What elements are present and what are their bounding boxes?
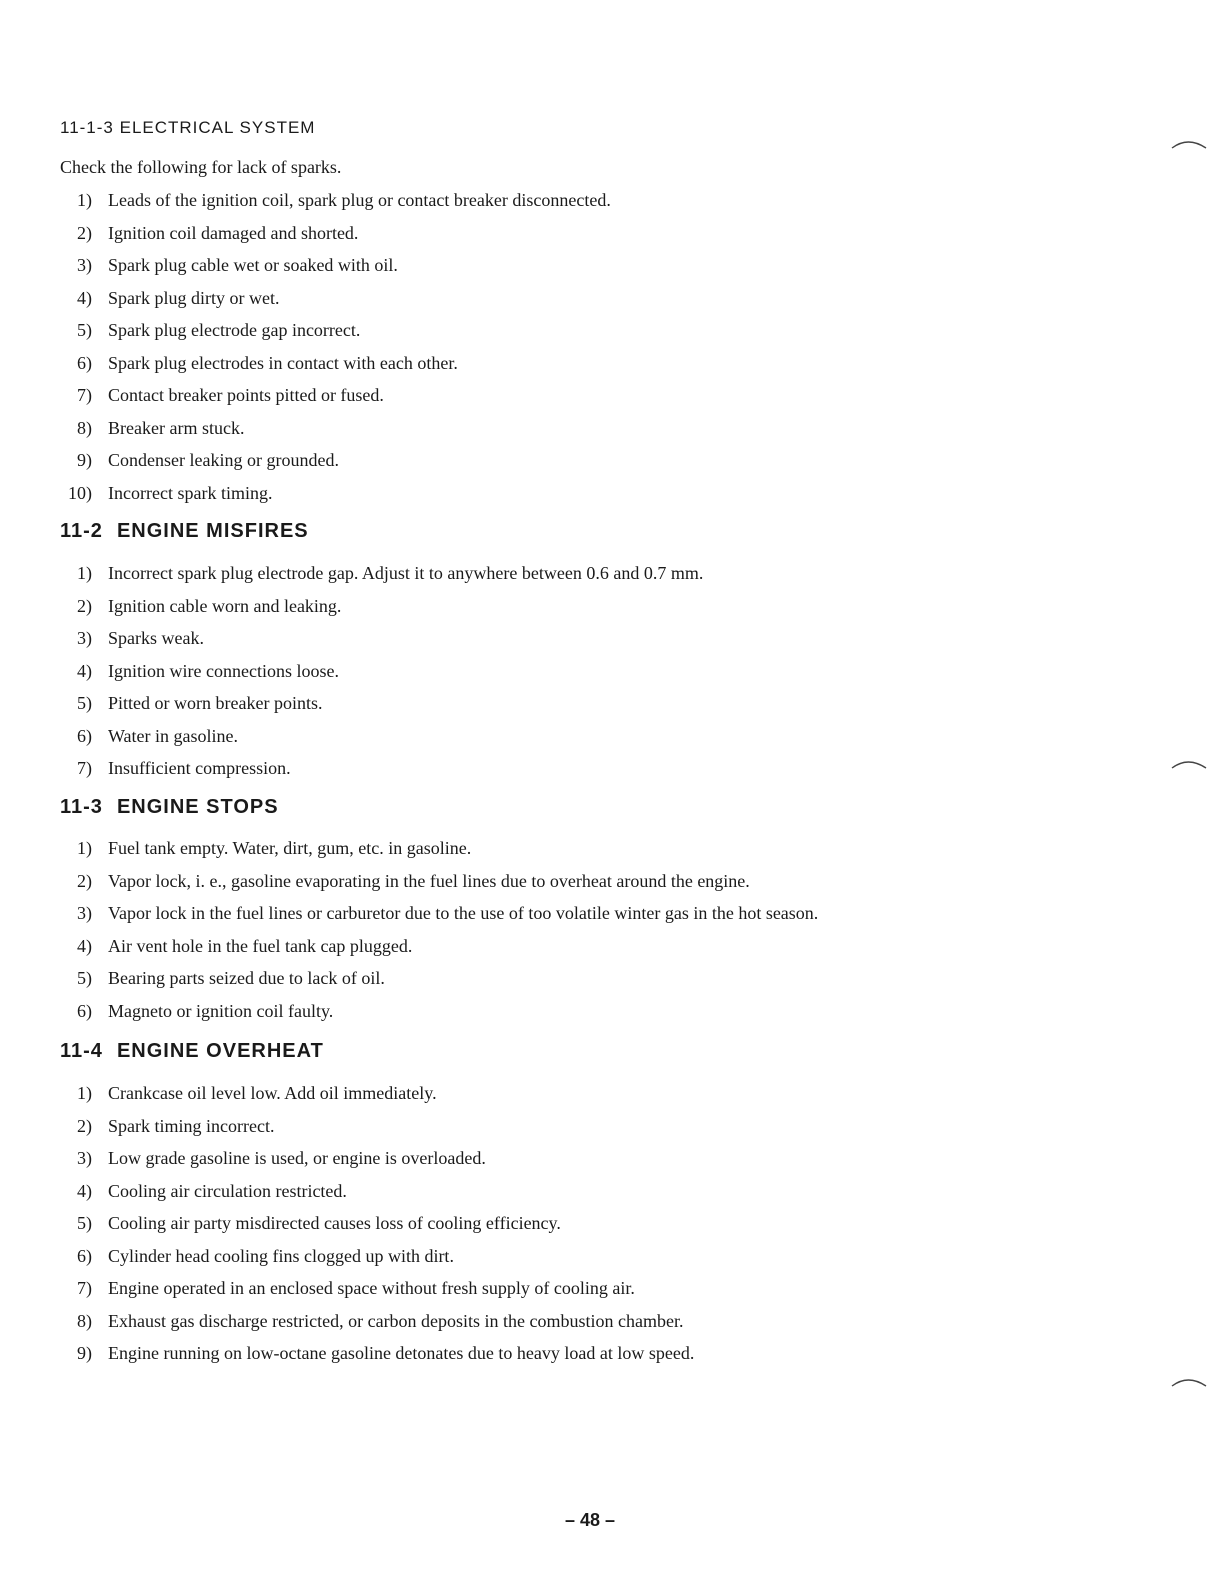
item-number: 4) (77, 287, 92, 308)
list-item (58, 1207, 694, 1240)
list-item (58, 379, 611, 412)
list-item (58, 590, 703, 623)
item-number: 3) (77, 1148, 92, 1168)
list-item (58, 897, 818, 930)
item-text: Exhaust gas discharge restricted, or carbon deposits in the combustion chamber. (108, 1310, 684, 1331)
item-number: 5) (77, 320, 92, 340)
item-text: Ignition cable worn and leaking. (108, 595, 342, 616)
list-item (58, 477, 611, 510)
section-title: ENGINE MISFIRES (116, 520, 309, 542)
item-text: Contact breaker points pitted or fused. (108, 385, 384, 405)
item-text: Spark plug cable wet or soaked with oil. (108, 255, 398, 275)
item-text: Leads of the ignition coil, spark plug or contact breaker disconnected. (108, 190, 611, 210)
item-text: Ignition wire connections loose. (108, 660, 339, 681)
item-text: Bearing parts seized due to lack of oil. (108, 968, 385, 988)
list-item (58, 217, 611, 250)
item-number: 2) (77, 595, 92, 616)
item-text: Spark plug dirty or wet. (108, 287, 280, 308)
item-number: 5) (77, 968, 92, 988)
list-item (58, 832, 818, 865)
item-number: 6) (77, 1245, 92, 1266)
list-item (58, 557, 703, 590)
item-text: Incorrect spark plug electrode gap. Adjust it to anywhere between 0.6 and 0.7 mm. (108, 563, 704, 583)
section-number: 11-4 (60, 1040, 103, 1062)
item-number: 2) (77, 222, 92, 243)
electrical-system-heading: 11-1-3 ELECTRICAL SYSTEM (60, 118, 316, 137)
item-text: Ignition coil damaged and shorted. (108, 222, 359, 243)
item-text: Cooling air circulation restricted. (108, 1180, 347, 1201)
list-item (58, 720, 703, 753)
item-text: Vapor lock, i. e., gasoline evaporating in the fuel lines due to overheat around the engine. (108, 870, 750, 891)
item-number: 5) (77, 1213, 92, 1233)
section-number: 11-2 (60, 520, 103, 542)
engine-stops-list (58, 832, 818, 1027)
item-number: 1) (77, 838, 92, 858)
item-text: Engine operated in an enclosed space without fresh supply of cooling air. (108, 1278, 635, 1298)
item-text: Low grade gasoline is used, or engine is overloaded. (108, 1148, 486, 1168)
list-item (58, 995, 818, 1028)
item-text: Magneto or ignition coil faulty. (108, 1000, 334, 1021)
item-text: Spark timing incorrect. (108, 1115, 275, 1136)
item-number: 7) (77, 385, 92, 405)
list-item (58, 1305, 694, 1338)
item-number: 6) (77, 725, 92, 746)
list-item (58, 1110, 694, 1143)
list-item (58, 1077, 694, 1110)
item-text: Condenser leaking or grounded. (108, 450, 339, 470)
item-text: Insufficient compression. (108, 758, 291, 778)
item-text: Fuel tank empty. Water, dirt, gum, etc. in gasoline. (108, 838, 472, 858)
item-text: Vapor lock in the fuel lines or carburetor due to the use of too volatile winter gas in the hot season. (108, 903, 819, 923)
list-item (58, 865, 818, 898)
item-number: 9) (77, 450, 92, 470)
item-number: 4) (77, 1180, 92, 1201)
binder-hole-mark (1170, 758, 1210, 772)
item-number: 1) (77, 190, 92, 210)
item-number: 2) (77, 870, 92, 891)
item-text: Spark plug electrodes in contact with each other. (108, 352, 458, 373)
list-item (58, 314, 611, 347)
item-number: 3) (77, 255, 92, 275)
section-title: ENGINE OVERHEAT (116, 1040, 324, 1062)
item-number: 3) (77, 903, 92, 923)
engine-overheat-list (58, 1077, 694, 1370)
item-text: Pitted or worn breaker points. (108, 693, 323, 713)
item-text: Engine running on low-octane gasoline detonates due to heavy load at low speed. (108, 1343, 695, 1363)
binder-hole-mark (1170, 1376, 1210, 1390)
electrical-system-intro: Check the following for lack of sparks. (60, 157, 342, 177)
list-item (58, 930, 818, 963)
list-item (58, 1240, 694, 1273)
item-text: Cooling air party misdirected causes loss of cooling efficiency. (108, 1213, 561, 1233)
list-item (58, 655, 703, 688)
item-number: 2) (77, 1115, 92, 1136)
item-number: 1) (77, 563, 92, 583)
list-item (58, 282, 611, 315)
item-number: 6) (77, 352, 92, 373)
item-number: 8) (77, 1310, 92, 1331)
binder-hole-mark (1170, 138, 1210, 152)
item-number: 1) (77, 1083, 92, 1103)
item-text: Breaker arm stuck. (108, 417, 245, 438)
engine-stops-heading (60, 796, 279, 819)
list-item (58, 444, 611, 477)
electrical-system-list (58, 184, 611, 509)
item-number: 3) (77, 628, 92, 648)
item-text: Spark plug electrode gap incorrect. (108, 320, 361, 340)
engine-misfires-heading (60, 520, 309, 543)
list-item (58, 1337, 694, 1370)
item-text: Incorrect spark timing. (108, 482, 273, 503)
list-item (58, 347, 611, 380)
item-number: 4) (77, 935, 92, 956)
item-number: 7) (77, 1278, 92, 1298)
item-number: 9) (77, 1343, 92, 1363)
list-item (58, 184, 611, 217)
list-item (58, 752, 703, 785)
item-text: Air vent hole in the fuel tank cap plugged. (108, 935, 413, 956)
item-number: 7) (77, 758, 92, 778)
item-text: Sparks weak. (108, 628, 204, 648)
section-title: ENGINE STOPS (116, 796, 279, 818)
item-text: Cylinder head cooling fins clogged up with dirt. (108, 1245, 454, 1266)
item-number: 4) (77, 660, 92, 681)
list-item (58, 687, 703, 720)
list-item (58, 1175, 694, 1208)
page-number: – 48 – (564, 1510, 616, 1530)
list-item (58, 622, 703, 655)
item-number: 6) (77, 1000, 92, 1021)
list-item (58, 249, 611, 282)
list-item (58, 412, 611, 445)
engine-misfires-list (58, 557, 703, 785)
item-text: Water in gasoline. (108, 725, 239, 746)
list-item (58, 1142, 694, 1175)
item-number: 5) (77, 693, 92, 713)
item-number: 10) (68, 482, 92, 503)
section-number: 11-3 (60, 796, 103, 818)
list-item (58, 1272, 694, 1305)
item-text: Crankcase oil level low. Add oil immediately. (108, 1083, 437, 1103)
engine-overheat-heading (60, 1040, 324, 1063)
item-number: 8) (77, 417, 92, 438)
list-item (58, 962, 818, 995)
